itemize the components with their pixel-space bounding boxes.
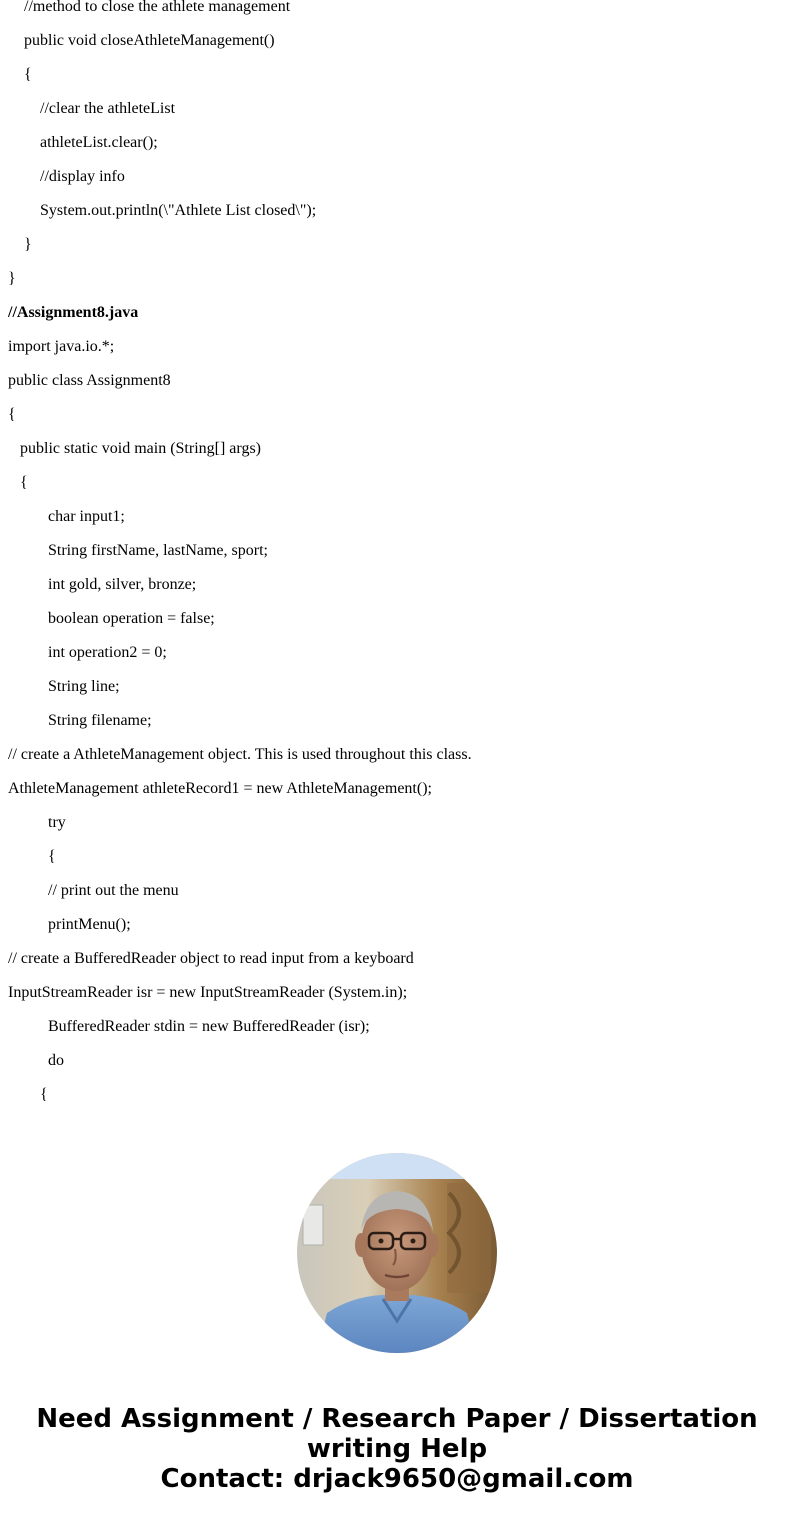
code-line: athleteList.clear();	[40, 134, 158, 151]
promo-text	[0, 1404, 794, 1494]
code-line: // create a BufferedReader object to read input from a keyboard	[8, 950, 414, 967]
code-line: InputStreamReader isr = new InputStreamReader (System.in);	[8, 984, 408, 1001]
contact-email: Contact: drjack9650@gmail.com	[160, 1464, 634, 1494]
code-line: System.out.println(\"Athlete List closed\");	[40, 202, 317, 219]
code-line: public class Assignment8	[8, 372, 171, 389]
code-line: try	[48, 814, 66, 831]
code-line: {	[8, 406, 16, 423]
code-line: {	[24, 66, 32, 83]
promo-line: Need Assignment / Research Paper / Dissertation	[36, 1404, 758, 1434]
code-line: // create a AthleteManagement object. This is used throughout this class.	[8, 746, 472, 763]
promo-line: writing Help	[306, 1434, 488, 1464]
code-line: BufferedReader stdin = new BufferedReader (isr);	[48, 1018, 370, 1035]
code-line: //method to close the athlete management	[24, 0, 291, 15]
code-line: public void closeAthleteManagement()	[24, 32, 275, 49]
code-line: public static void main (String[] args)	[20, 440, 261, 457]
code-line: //display info	[40, 168, 125, 185]
code-line: String line;	[48, 678, 120, 695]
code-line: }	[24, 236, 32, 253]
code-line: char input1;	[48, 508, 125, 525]
author-photo	[297, 1153, 497, 1353]
code-line: //clear the athleteList	[40, 100, 176, 117]
code-line: int operation2 = 0;	[48, 644, 167, 661]
code-line: }	[8, 270, 16, 287]
code-line: {	[48, 848, 56, 865]
code-line: {	[40, 1086, 48, 1103]
code-line: String filename;	[48, 712, 152, 729]
code-line: {	[20, 474, 28, 491]
code-line: printMenu();	[48, 916, 131, 933]
code-line: int gold, silver, bronze;	[48, 576, 197, 593]
code-line: AthleteManagement athleteRecord1 = new AthleteManagement();	[8, 780, 432, 797]
code-line: do	[48, 1052, 64, 1069]
promo-banner	[0, 1122, 794, 1523]
code-line: boolean operation = false;	[48, 610, 215, 627]
code-line: import java.io.*;	[8, 338, 115, 355]
code-line: String firstName, lastName, sport;	[48, 542, 268, 559]
file-heading: //Assignment8.java	[8, 304, 139, 321]
code-line: // print out the menu	[48, 882, 179, 899]
